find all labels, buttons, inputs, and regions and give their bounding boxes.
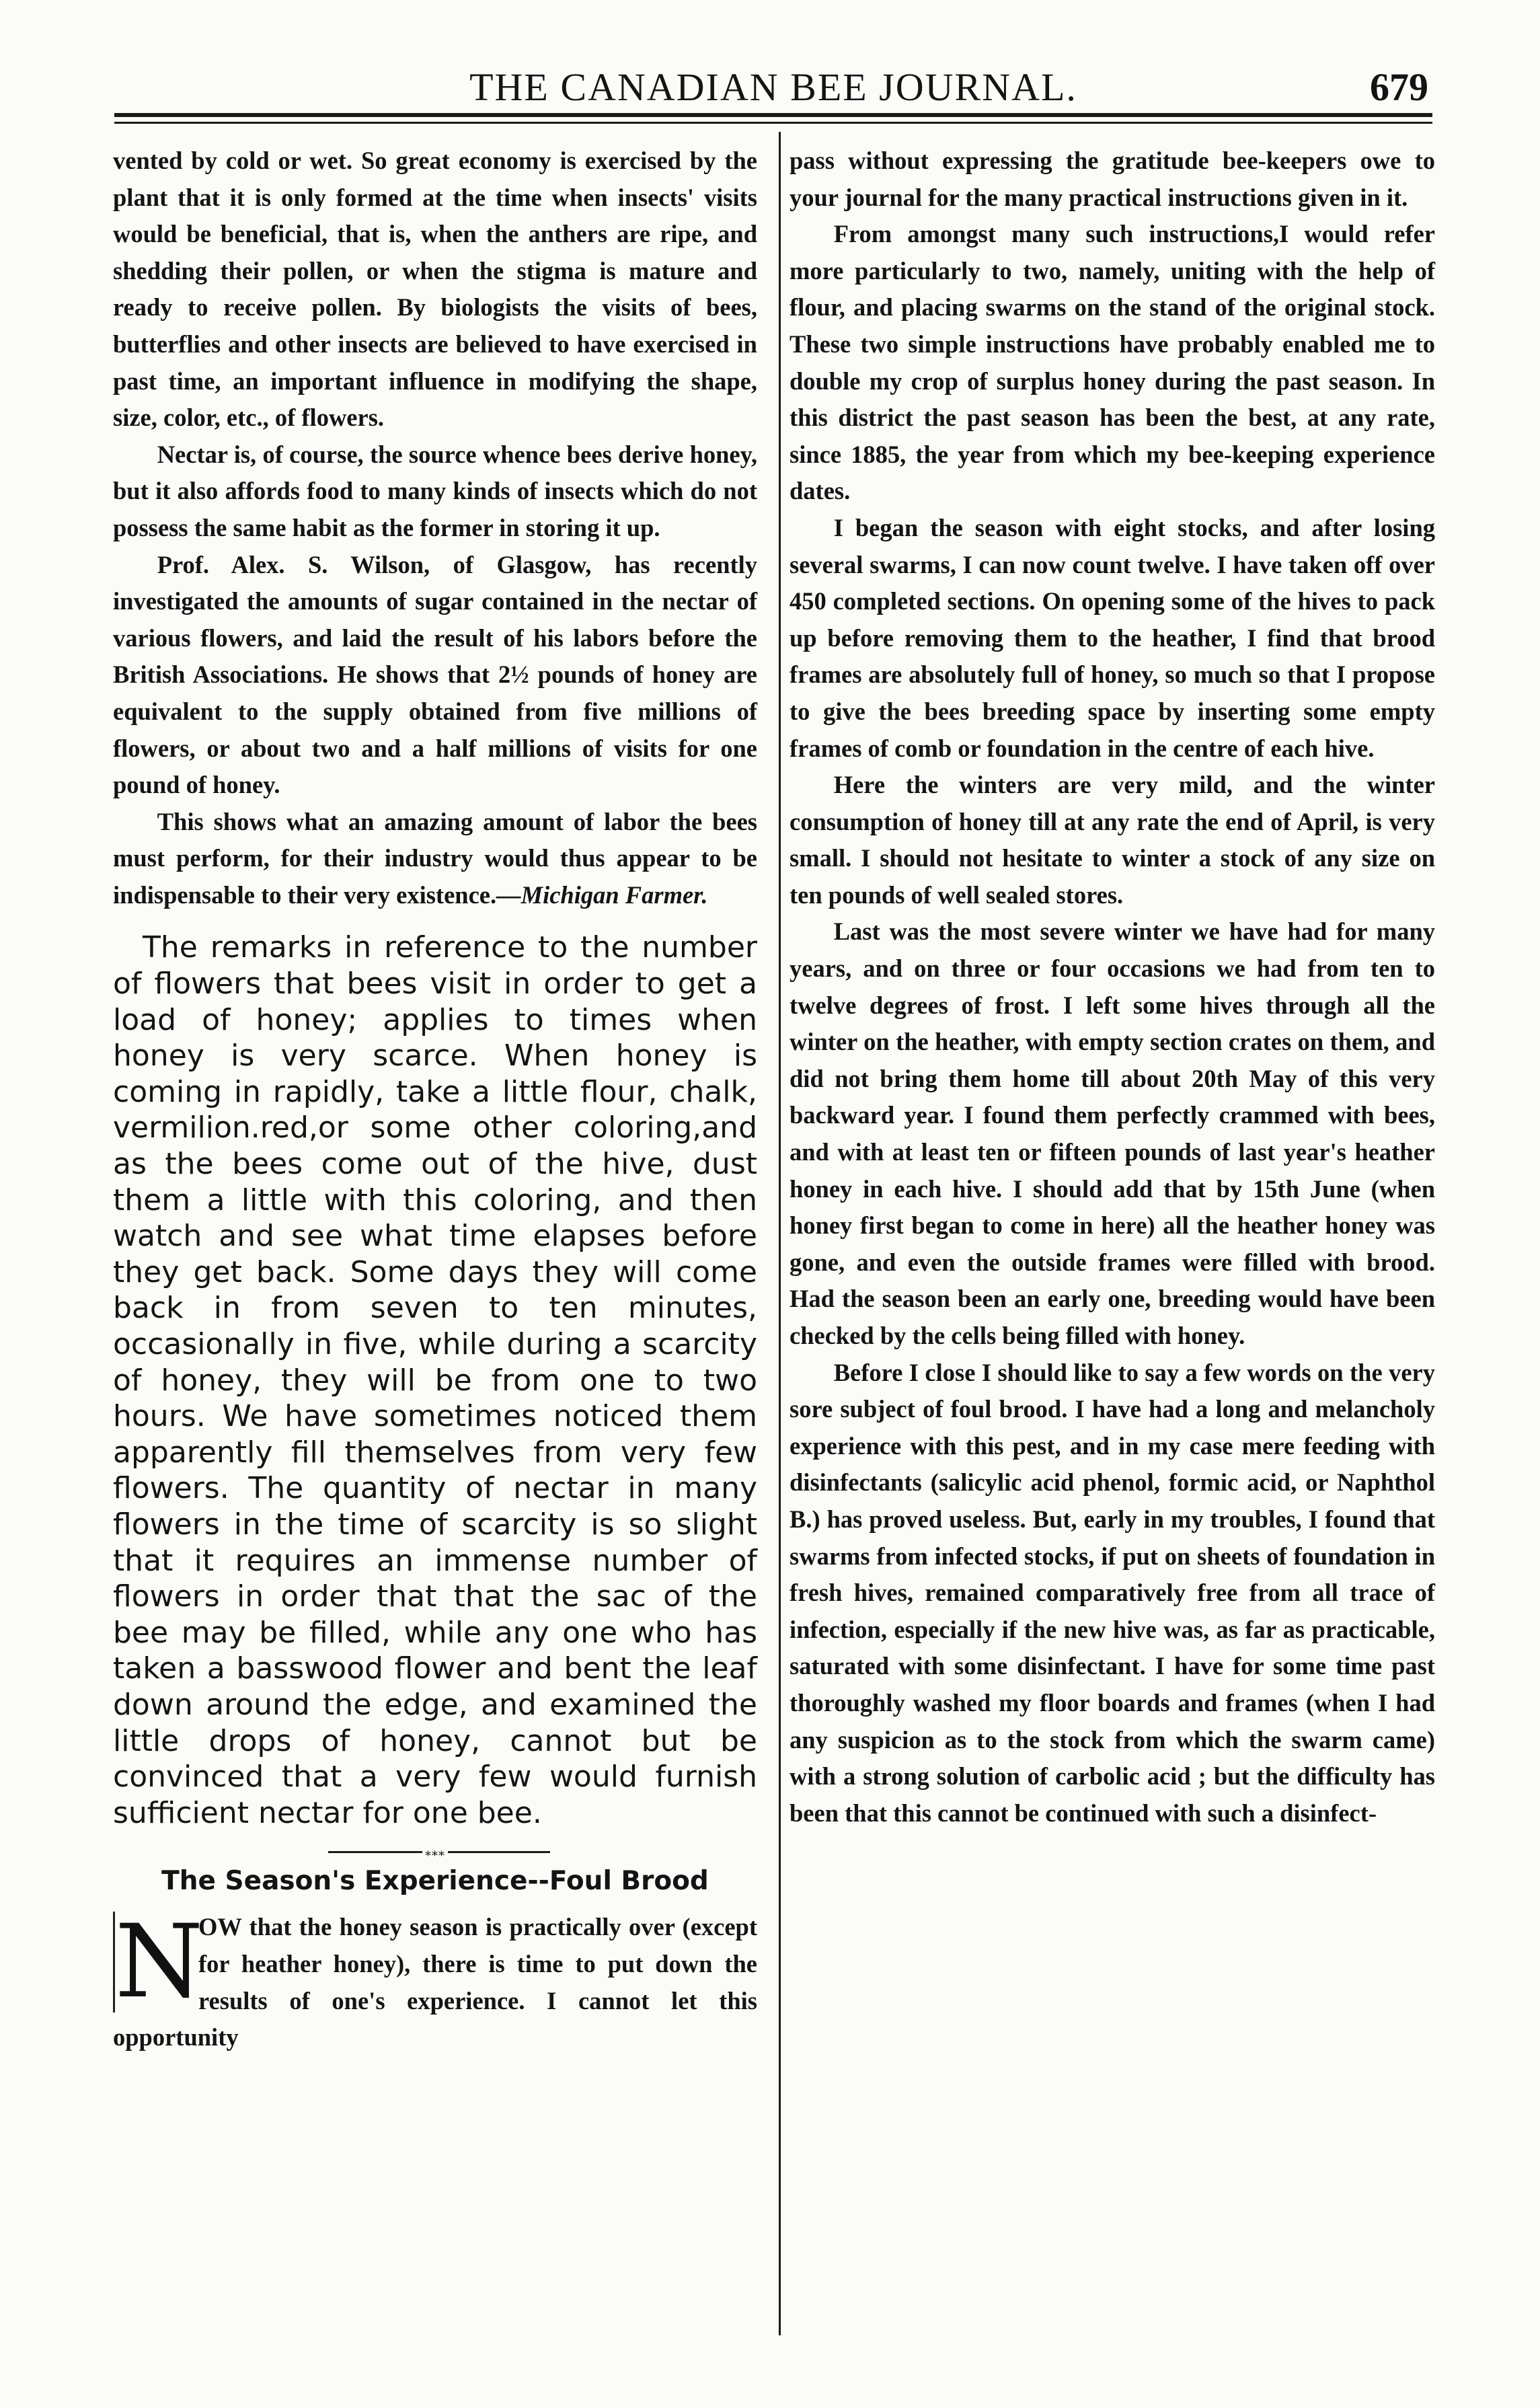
section-ornament xyxy=(113,1846,757,1859)
left-paragraph-4-text: This shows what an amazing amount of labor the bees must perform, for their industry would thus appear to be indispensable to their very existence. xyxy=(113,807,757,909)
drop-cap: N xyxy=(113,1912,188,2012)
right-paragraph-6: Before I close I should like to say a few words on the very sore subject of foul brood. I have had a long and melancholy experience with this pest, and in my case mere feeding with disinfectants (salicylic acid phenol, formic acid, or Naphthol B.) has proved useless. But, early in my troubles, I found that swarms from infected stocks, if put on sheets of foundation in fresh hives, remained comparatively free from all trace of infection, especially if the new hive was, as far as practicable, saturated with some disinfectant. I have for some time past thoroughly washed my floor boards and frames (when I had any suspicion as to the stock from which the swarm came) with a strong solution of carbolic acid ; but the difficulty has been that this cannot be continued with such a disinfect- xyxy=(790,1358,1435,1827)
ornament-glyph: ⁎⁎⁎ xyxy=(422,1846,448,1858)
right-paragraph-4: Here the winters are very mild, and the winter consumption of honey till at any rate the end of April, is very small. I should not hesitate to winter a stock of any size on ten pounds of well sealed stores. xyxy=(790,771,1435,909)
left-paragraph-2: Nectar is, of course, the source whence bees derive honey, but it also affords food to many kinds of insects which do not possess the same habit as the former in storing it up. xyxy=(113,440,757,541)
right-column xyxy=(790,143,1435,1832)
header-rule-thick xyxy=(114,113,1432,117)
editorial-note: The remarks in reference to the number of flowers that bees visit in order to get a load of honey; applies to times when honey is very scarce. When honey is coming in rapidly, take a little flour, chalk, vermilion.red,or some other coloring,and as the bees come out of the hive, dust them a little with this coloring, and then watch and see what time elapses before they get back. Some days they will come back in from seven to ten minutes, occasionally in five, while during a scarcity of honey, they will be from one to two hours. We have sometimes noticed them apparently fill themselves from very few flowers. The quantity of nectar in many flowers in the time of scarcity is so slight that it requires an immense number of flowers in order that that the sac of the bee may be filled, while any one who has taken a basswood flower and bent the leaf down around the edge, and examined the little drops of honey, cannot but be convinced that a very few would furnish sufficient nectar for one bee. xyxy=(113,930,757,1830)
column-divider xyxy=(779,132,781,2335)
left-column xyxy=(113,143,757,2056)
section-paragraph: OW that the honey season is practically over (except for heather honey), there is time to put down the results of one's experience. I cannot let this opportunity xyxy=(113,1913,757,2052)
header-rule-thin xyxy=(114,122,1432,124)
page-number: 679 xyxy=(1370,65,1428,109)
section-heading: The Season's Experience--Foul Brood xyxy=(161,1866,709,1897)
left-paragraph-1: vented by cold or wet. So great economy is exercised by the plant that it is only formed at the time when insects' visits would be beneficial, that is, when the anthers are ripe, and shedding their pollen, or when the stigma is mature and ready to receive pollen. By biologists the visits of bees, butterflies and other insects are believed to have exercised in past time, an important influence in modifying the shape, size, color, etc., of flowers. xyxy=(113,147,757,432)
journal-title: THE CANADIAN BEE JOURNAL. xyxy=(469,65,1077,109)
left-paragraph-3: Prof. Alex. S. Wilson, of Glasgow, has recently investigated the amounts of sugar contained in the nectar of various flowers, and laid the result of his labors before the British Associations. He shows that 2½ pounds of honey are equivalent to the supply obtained from five millions of flowers, or about two and a half millions of visits for one pound of honey. xyxy=(113,550,757,799)
right-paragraph-5: Last was the most severe winter we have had for many years, and on three or four occasions we had from ten to twelve degrees of frost. I left some hives through all the winter on the heather, with empty section crates on them, and did not bring them home till about 20th May of this very backward year. I found them perfectly crammed with bees, and with at least ten or fifteen pounds of last year's heather honey in each hive. I should add that by 15th June (when honey first began to come in here) all the heather honey was gone, and even the outside frames were filled with brood. Had the season been an early one, breeding would have been checked by the cells being filled with honey. xyxy=(790,917,1435,1349)
right-paragraph-2: From amongst many such instructions,I would refer more particularly to two, namely, uniting with the help of flour, and placing swarms on the stand of the original stock. These two simple instructions have probably enabled me to double my crop of surplus honey during the past season. In this district the past season has been the best, at any rate, since 1885, the year from which my bee-keeping experience dates. xyxy=(790,220,1435,505)
left-paragraph-4 xyxy=(113,804,757,914)
right-paragraph-1: pass without expressing the gratitude bee-keepers owe to your journal for the many practical instructions given in it. xyxy=(790,147,1435,211)
source-citation: —Michigan Farmer. xyxy=(496,880,708,909)
section-opening xyxy=(113,1904,757,2056)
page-header xyxy=(114,65,1432,112)
right-paragraph-3: I began the season with eight stocks, and after losing several swarms, I can now count twelve. I have taken off over 450 completed sections. On opening some of the hives to pack up before removing them to the heather, I find that brood frames are absolutely full of honey, so much so that I propose to give the bees breeding space by inserting some empty frames of comb or foundation in the centre of each hive. xyxy=(790,513,1435,762)
